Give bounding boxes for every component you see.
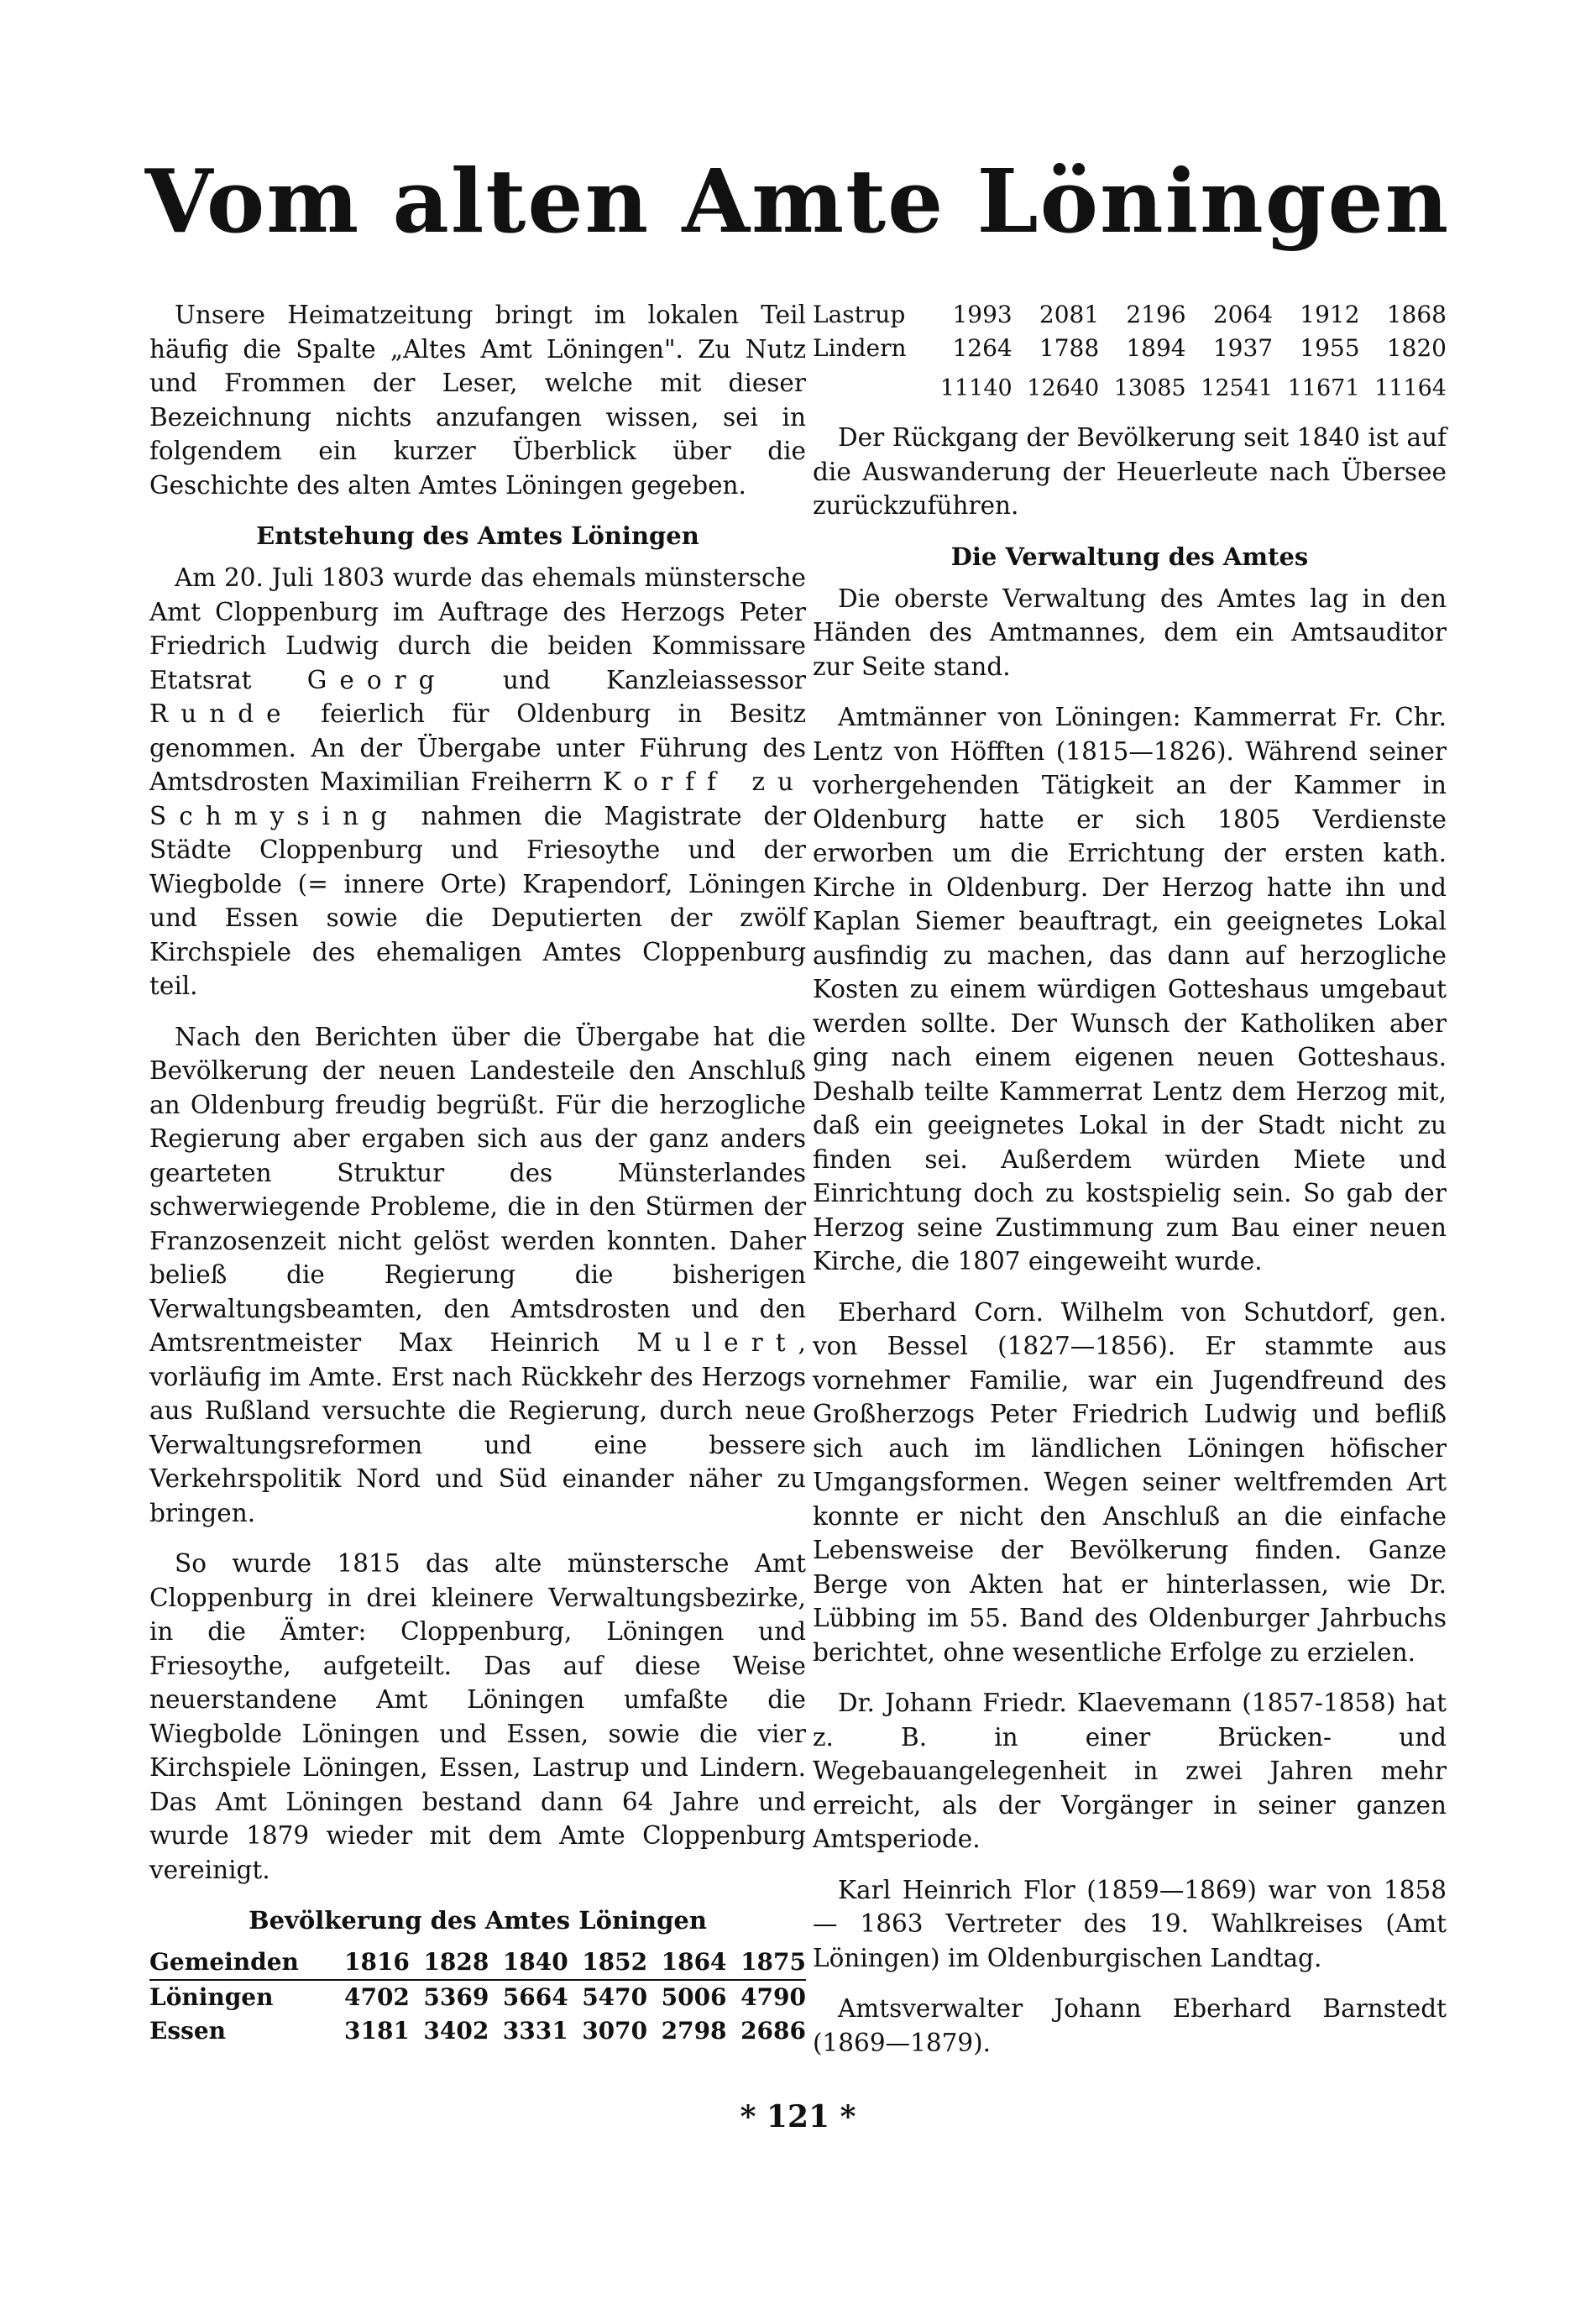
table-cell: 2798 bbox=[661, 2017, 727, 2045]
table-cell: 3331 bbox=[502, 2017, 568, 2045]
table-row bbox=[149, 2014, 806, 2048]
table-total-cell: 11140 bbox=[939, 375, 1013, 401]
table-total-cell: 12640 bbox=[1027, 375, 1100, 401]
page-title: Vom alten Amte Löningen bbox=[144, 149, 1451, 253]
table-total-cell: 11671 bbox=[1287, 375, 1360, 401]
table-header-cell: 1864 bbox=[647, 1946, 726, 1980]
table-header-cell: 1875 bbox=[727, 1946, 806, 1980]
spaced-name-georg: Georg bbox=[306, 665, 447, 694]
table-row bbox=[149, 1980, 806, 2014]
table-cell: Essen bbox=[149, 2017, 227, 2045]
table-cell: 1894 bbox=[1126, 334, 1186, 362]
table-cell: 2064 bbox=[1212, 301, 1274, 328]
table-cell: 4702 bbox=[343, 1983, 410, 2011]
paragraph-schutdorf: Eberhard Corn. Wilhelm von Schutdorf, gen. von Bessel (1827—1856). Er stammte aus vornehmer Familie, war ein Jugendfreund des Großherzogs Peter Friedrich Ludwig und befliß sich auch im ländlichen Löningen höfischer Umgangsformen. Wegen seiner weltfremden Art konnte er nicht den Anschluß an die einfache Lebensweise der Bevölkerung finden. Ganze Berge von Akten hat er hinterlassen, wie Dr. Lübbing im 55. Band des Oldenburger Jahrbuchs berichtet, ohne wesentliche Erfolge zu erzielen. bbox=[813, 1297, 1447, 1667]
table-cell: 1868 bbox=[1386, 301, 1447, 328]
table-cell: 1264 bbox=[952, 334, 1013, 362]
table-cell: 5664 bbox=[502, 1983, 568, 2011]
table-cell: Lastrup bbox=[813, 301, 906, 328]
table-cell: 3070 bbox=[582, 2017, 648, 2045]
table-header-cell: 1840 bbox=[489, 1946, 568, 1980]
table-cell: 3402 bbox=[423, 2017, 489, 2045]
table-header-cell: 1828 bbox=[410, 1946, 489, 1980]
paragraph-flor: Karl Heinrich Flor (1859—1869) war von 1858 — 1863 Vertreter des 19. Wahlkreises (Amt Löningen) im Oldenburgischen Landtag. bbox=[813, 1875, 1447, 1972]
intro-paragraph: Unsere Heimatzeitung bringt im lokalen Teil häufig die Spalte „Altes Amt Löningen". Zu Nutz und Frommen der Leser, welche mit dieser Bezeichnung nichts anzufangen wissen, sei in folgendem ein kurzer Überblick über die Geschichte des alten Amtes Löningen gegeben. bbox=[149, 301, 806, 500]
section-heading-origin: Entstehung des Amtes Löningen bbox=[256, 521, 699, 550]
paragraph-1815: So wurde 1815 das alte münstersche Amt Cloppenburg in drei kleinere Verwaltungsbezirke, in die Ämter: Cloppenburg, Löningen und Friesoythe, aufgeteilt. Das auf diese Weise neuerstandene Amt Löningen umfaßte die Wiegbolde Löningen und Essen, sowie die vier Kirchspiele Löningen, Essen, Lastrup und Lindern. Das Amt Löningen bestand dann 64 Jahre und wurde 1879 wieder mit dem Amte Cloppenburg vereinigt. bbox=[149, 1549, 806, 1884]
section-heading-population: Bevölkerung des Amtes Löningen bbox=[249, 1906, 707, 1935]
table-cell: 1788 bbox=[1039, 334, 1100, 362]
table-cell: 1912 bbox=[1300, 301, 1360, 328]
table-total-cell: 12541 bbox=[1201, 375, 1274, 401]
page-number: * 121 * bbox=[740, 2099, 856, 2134]
table-cell: 1955 bbox=[1300, 334, 1360, 362]
table-header-cell: Gemeinden bbox=[149, 1946, 331, 1980]
table-cell: 2196 bbox=[1126, 301, 1186, 328]
table-cell: 1993 bbox=[952, 301, 1013, 328]
table-header-row bbox=[149, 1946, 806, 1980]
population-table bbox=[149, 1946, 806, 2048]
paragraph-takeover bbox=[149, 561, 806, 1003]
table-total-cell: 13085 bbox=[1113, 375, 1186, 401]
paragraph-decline: Der Rückgang der Bevölkerung seit 1840 ist auf die Auswanderung der Heuerleute nach Übersee zurückzuführen. bbox=[813, 423, 1447, 520]
text-run: nahmen die Magistrate der Städte Cloppenburg und Friesoythe und der Wiegbolde (= innere Orte) Krapendorf, Löningen und Essen sowie die Deputierten der zwölf Kirchspiele des ehemaligen Amtes Cloppenburg teil. bbox=[149, 801, 806, 1000]
table-cell-empty bbox=[813, 365, 925, 406]
table-cell: 2686 bbox=[740, 2017, 806, 2045]
table-header-cell: 1852 bbox=[568, 1946, 647, 1980]
table-cell: 1820 bbox=[1386, 334, 1447, 362]
table-total-cell: 11164 bbox=[1374, 375, 1447, 401]
left-column bbox=[149, 298, 806, 2048]
spaced-name-korff: Korff zu Schmysing bbox=[149, 767, 807, 830]
paragraph-barnstedt: Amtsverwalter Johann Eberhard Barnstedt (1869—1879). bbox=[813, 1994, 1447, 2057]
table-header-cell: 1816 bbox=[331, 1946, 410, 1980]
paragraph-reports bbox=[149, 1020, 806, 1531]
table-cell: 3181 bbox=[343, 2017, 410, 2045]
right-column bbox=[813, 298, 1447, 2076]
table-row bbox=[813, 298, 1447, 332]
table-cell: 5369 bbox=[423, 1983, 489, 2011]
paragraph-klaevemann: Dr. Johann Friedr. Klaevemann (1857-1858) hat z. B. in einer Brücken- und Wegebauangelegenheit in zwei Jahren mehr erreicht, als der Vorgänger in seiner ganzen Amtsperiode. bbox=[813, 1689, 1447, 1853]
table-cell: Löningen bbox=[149, 1983, 274, 2011]
table-total-row bbox=[813, 365, 1447, 406]
text-run: feierlich für Oldenburg in Besitz genommen. An der Übergabe unter Führung des Amtsdrosten Maximilian Freiherrn bbox=[149, 699, 806, 796]
text-run: Am 20. Juli 1803 wurde das ehemals münstersche Amt Cloppenburg im Auftrage des Herzogs Peter Friedrich Ludwig durch die beiden Kommissare Etatsrat bbox=[149, 563, 806, 694]
table-cell: 5470 bbox=[582, 1983, 648, 2011]
text-run: und Kanzleiassessor bbox=[447, 665, 806, 694]
table-cell: 1937 bbox=[1212, 334, 1274, 362]
table-cell: 5006 bbox=[661, 1983, 727, 2011]
text-run: , vorläufig im Amte. Erst nach Rückkehr des Herzogs aus Rußland versuchte die Regierung, durch neue Verwaltungsreformen und eine bessere Verkehrspolitik Nord und Süd einander näher zu bringen. bbox=[149, 1328, 806, 1527]
table-cell: 4790 bbox=[740, 1983, 806, 2011]
section-heading-administration: Die Verwaltung des Amtes bbox=[950, 542, 1309, 571]
text-run: Nach den Berichten über die Übergabe hat die Bevölkerung der neuen Landesteile den Anschluß an Oldenburg freudig begrüßt. Für die herzogliche Regierung aber ergaben sich aus der ganz anders gearteten Struktur des Münsterlandes schwerwiegende Probleme, die in den Stürmen der Franzosenzeit nicht gelöst werden konnten. Daher beließ die Regierung die bisherigen Verwaltungsbeamten, den Amtsdrosten und den Amtsrentmeister Max Heinrich bbox=[149, 1022, 806, 1357]
spaced-name-runde: Runde bbox=[149, 699, 294, 728]
population-table-continued bbox=[813, 298, 1447, 406]
paragraph-lentz: Amtmänner von Löningen: Kammerrat Fr. Chr. Lentz von Höfften (1815—1826). Während seiner vorhergehenden Tätigkeit an der Kammer in Oldenburg hatte er sich 1805 Verdienste erworben um die Errichtung der ersten kath. Kirche in Oldenburg. Der Herzog hatte ihn und Kaplan Siemer beauftragt, ein geeignetes Lokal ausfindig zu machen, das dann auf herzogliche Kosten zu einem würdigen Gotteshaus umgebaut werden sollte. Der Wunsch der Katholiken aber ging nach einem eigenen neuen Gotteshaus. Deshalb teilte Kammerrat Lentz dem Herzog mit, daß ein geeignetes Lokal in der Stadt nicht zu finden sei. Außerdem würden Miete und Einrichtung doch zu kostspielig sein. So gab der Herzog seine Zustimmung zum Bau einer neuen Kirche, die 1807 eingeweiht wurde. bbox=[813, 703, 1447, 1275]
spaced-name-mulert: Mulert bbox=[636, 1328, 798, 1357]
paragraph-administration: Die oberste Verwaltung des Amtes lag in den Händen des Amtmannes, dem ein Amtsauditor zur Seite stand. bbox=[813, 584, 1447, 681]
table-row bbox=[813, 332, 1447, 365]
table-cell: 2081 bbox=[1039, 301, 1100, 328]
table-cell: Lindern bbox=[813, 334, 907, 362]
